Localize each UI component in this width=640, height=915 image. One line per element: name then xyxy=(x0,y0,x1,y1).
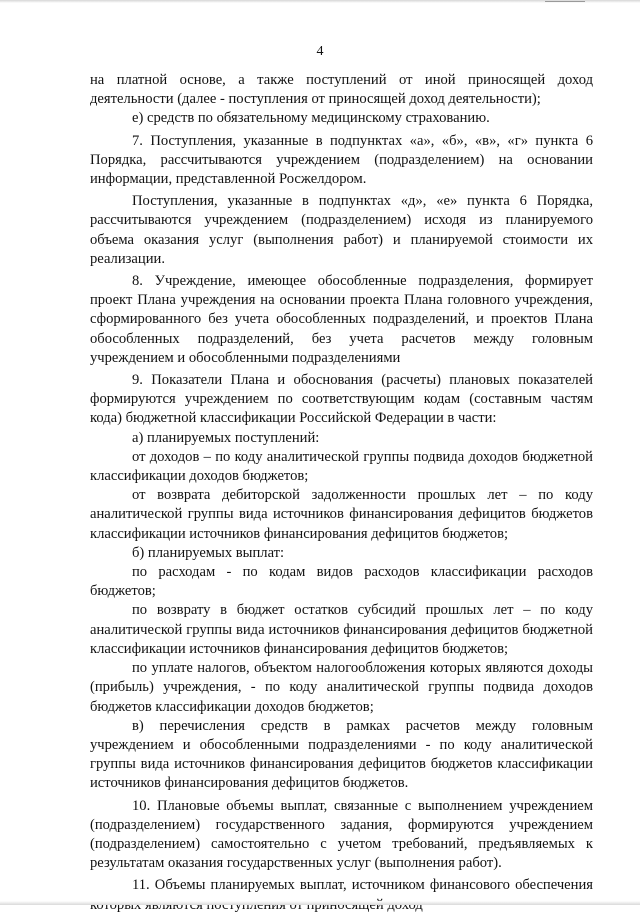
scan-edge-bottom xyxy=(0,901,640,905)
paragraph-9: 9. Показатели Плана и обоснования (расчеты) плановых показателей формируются учреждением по соответствующим кодам (составным частям кода) бюджетной классификации Российской Федерации в части: xyxy=(90,372,593,427)
paragraph-10: 10. Плановые объемы выплат, связанные с выполнением учреждением (подразделением) государственного задания, формируются учреждением (подразделением) самостоятельно с учетом требований, предъявляемых к результатам оказания государственных услуг (выполнения работ). xyxy=(90,797,593,872)
scan-edge-mark xyxy=(545,1,585,2)
paragraph-7: 7. Поступления, указанные в подпунктах «а», «б», «в», «г» пункта 6 Порядка, рассчитываются учреждением (подразделением) на основании информации, представленной Росжелдором. xyxy=(90,132,593,188)
page-number: 4 xyxy=(316,44,324,59)
scan-edge-top xyxy=(0,0,640,3)
paragraph-item-e: е) средств по обязательному медицинскому страхованию. xyxy=(132,110,490,127)
document-body xyxy=(90,71,593,915)
paragraph-9-c: в) перечисления средств в рамках расчетов между головным учреждением и обособленными подразделениями - по коду аналитической группы вида источников финансирования дефицитов бюджетов классификации источников финансирования дефицитов бюджетов. xyxy=(90,717,593,792)
paragraph-11: 11. Объемы планируемых выплат, источником финансового обеспечения xyxy=(132,877,593,894)
paragraph-9-b-taxes: по уплате налогов, объектом налогообложения которых являются доходы (прибыль) учреждения, - по коду аналитической группы подвида доходов бюджетов классификации доходов бюджетов; xyxy=(90,660,593,715)
paragraph-9-b-subsidies: по возврату в бюджет остатков субсидий прошлых лет – по коду аналитической группы вида источников финансирования дефицитов бюджетной классификации источников финансирования дефицитов бюджетов; xyxy=(90,602,593,657)
paragraph-9-a: а) планируемых поступлений: xyxy=(132,429,320,446)
paragraph-8: 8. Учреждение, имеющее обособленные подразделения, формирует проект Плана учреждения на основании проекта Плана головного учреждения, сформированного без учета обособленных подразделений, и проектов Плана обособленных подразделений, без учета расчетов между головным учреждением и обособленными подразделениями xyxy=(90,273,593,366)
paragraph-7-cont: Поступления, указанные в подпунктах «д», «е» пункта 6 Порядка, рассчитываются учреждением (подразделением) исходя из планируемого объема оказания услуг (выполнения работ) и планируемой стоимости их реализации. xyxy=(90,193,593,267)
paragraph-continuation: на платной основе, а также поступлений от иной приносящей доход деятельности (далее - поступления от приносящей доход деятельности); xyxy=(90,72,593,108)
paragraph-9-a-receivables: от возврата дебиторской задолженности прошлых лет – по коду аналитической группы вида источников финансирования дефицитов бюджетов классификации источников финансирования дефицитов бюджетов; xyxy=(90,487,593,542)
paragraph-9-a-income: от доходов – по коду аналитической группы подвида доходов бюджетной классификации доходов бюджетов; xyxy=(90,448,593,485)
paragraph-9-b-expenses: по расходам - по кодам видов расходов классификации расходов бюджетов; xyxy=(90,564,593,600)
paragraph-9-b: б) планируемых выплат: xyxy=(132,544,285,561)
